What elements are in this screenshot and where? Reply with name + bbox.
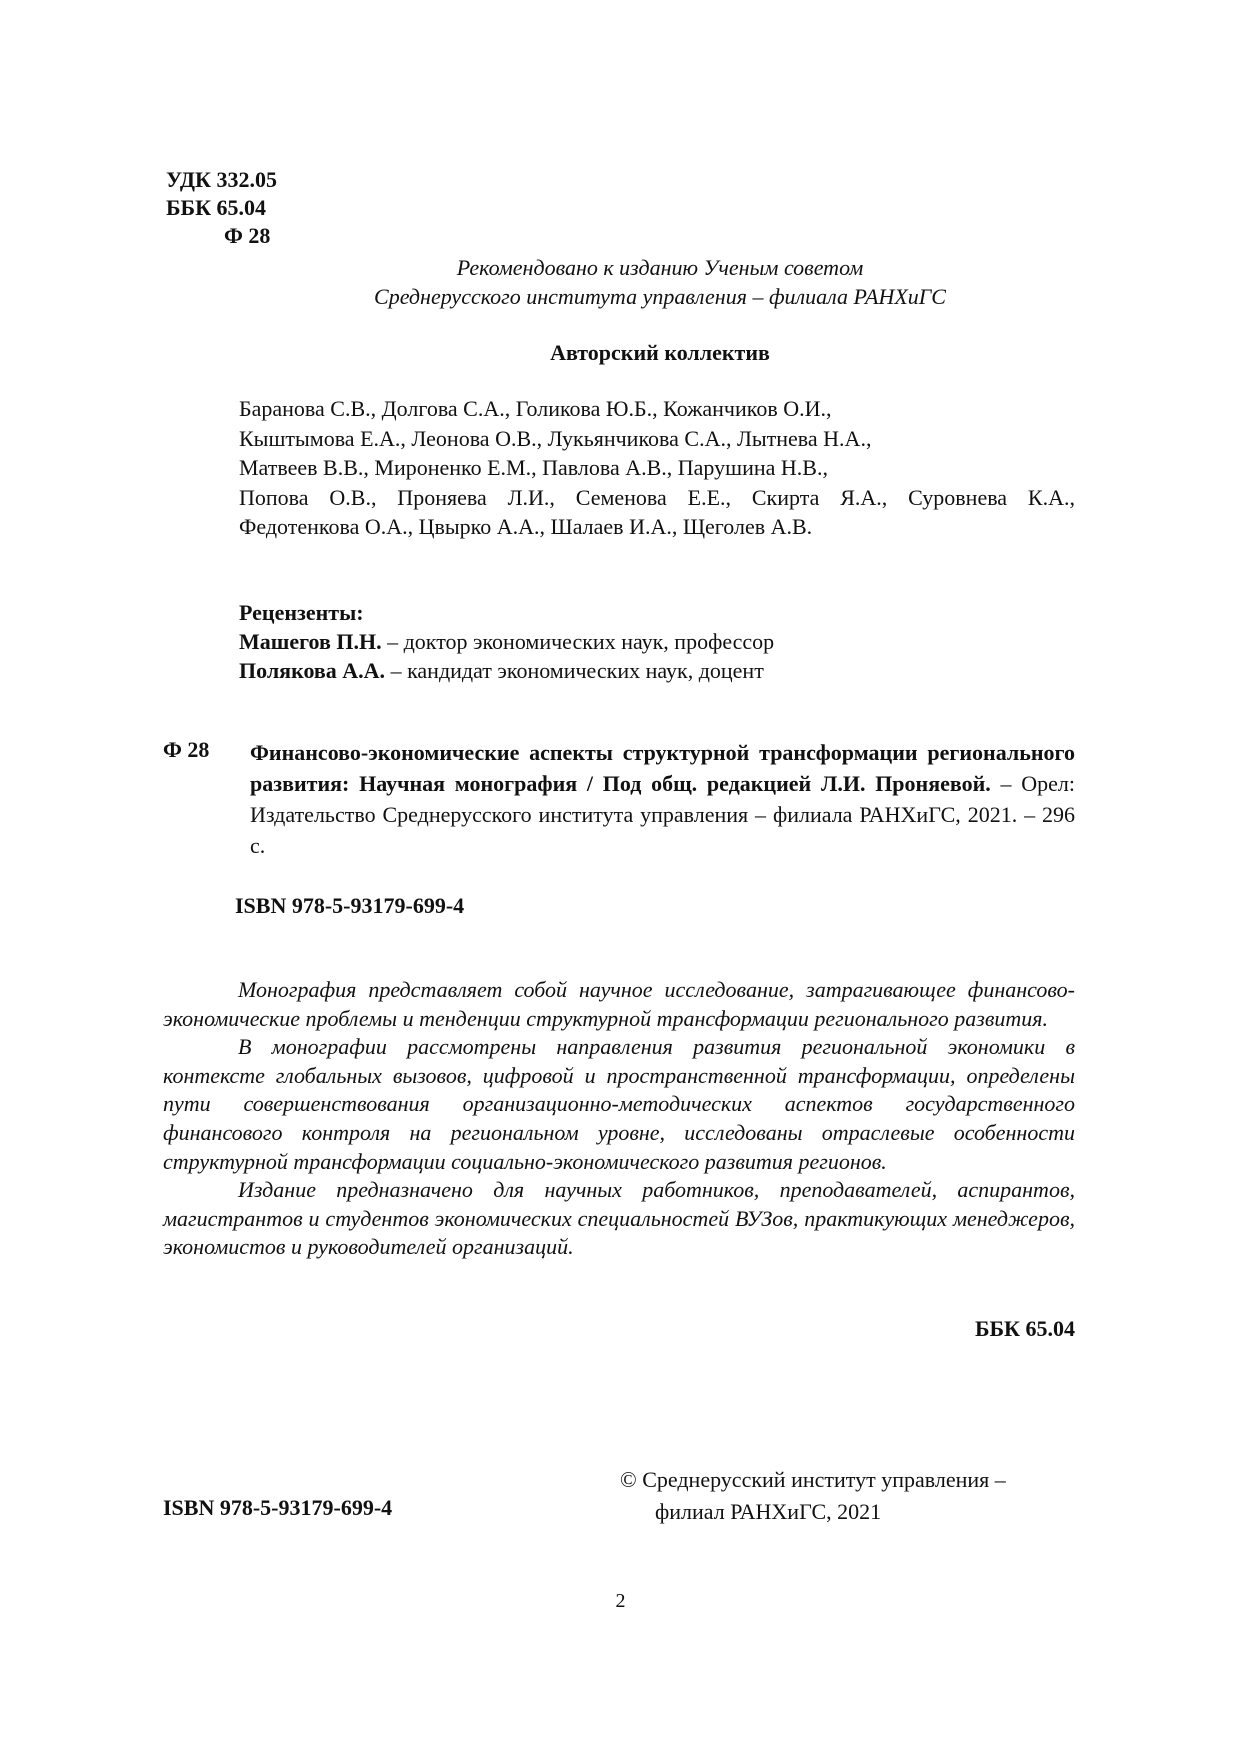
authors-list xyxy=(239,394,1075,542)
reviewers-block xyxy=(239,598,774,685)
isbn-bottom: ISBN 978-5-93179-699-4 xyxy=(163,1495,393,1520)
authors-line: Матвеев В.В., Мироненко Е.М., Павлова А.В., Парушина Н.В., xyxy=(239,455,828,480)
annotation-bbk: ББК 65.04 xyxy=(974,1316,1075,1341)
authors-heading: Авторский коллектив xyxy=(550,340,770,365)
annotation-paragraph: В монографии рассмотрены направления развития региональной экономики в контексте глобальных вызовов, цифровой и пространственной трансформации, определены пути совершенствования организационно-методических аспектов государственного финансового контроля на региональном уровне, исследованы отраслевые особенности структурной трансформации социально-экономического развития регионов. xyxy=(163,1034,1075,1174)
reviewer-name: Полякова А.А. xyxy=(239,658,386,683)
copyright-line-2: филиал РАНХиГС, 2021 xyxy=(655,1499,882,1524)
annotation-paragraph: Издание предназначено для научных работников, преподавателей, аспирантов, магистрантов и студентов экономических специальностей ВУЗов, практикующих менеджеров, экономистов и руководителей организаций. xyxy=(163,1177,1075,1260)
authors-line: Попова О.В., Проняева Л.И., Семенова Е.Е., Скирта Я.А., Суровнева К.А., xyxy=(239,484,1075,510)
recommendation-line-1: Рекомендовано к изданию Ученым советом xyxy=(456,255,864,280)
isbn-top: ISBN 978-5-93179-699-4 xyxy=(235,893,465,918)
annotation-paragraph: Монография представляет собой научное исследование, затрагивающее финансово-экономические проблемы и тенденции структурной трансформации регионального развития. xyxy=(163,977,1075,1031)
page-number: 2 xyxy=(615,1590,626,1612)
classification-codes xyxy=(166,166,277,250)
copyright-notice xyxy=(620,1464,1006,1528)
authors-line: Кыштымова Е.А., Леонова О.В., Лукьянчикова С.А., Лытнева Н.А., xyxy=(239,425,872,451)
reviewer-desc: – кандидат экономических наук, доцент xyxy=(385,658,764,683)
author-sign: Ф 28 xyxy=(224,223,271,248)
reviewers-heading: Рецензенты: xyxy=(239,600,364,625)
entry-publication-info: – Орел: Издательство Среднерусского института управления – филиала РАНХиГС, 2021. – 296 с. xyxy=(250,771,1076,858)
bibliographic-entry xyxy=(250,737,1075,861)
authors-line: Баранова С.В., Долгова С.А., Голикова Ю.Б., Кожанчиков О.И., xyxy=(239,396,832,421)
recommendation-line-2: Среднерусского института управления – филиала РАНХиГС xyxy=(374,284,946,309)
reviewer-desc: – доктор экономических наук, профессор xyxy=(381,629,775,654)
copyright-line-1: © Среднерусский институт управления – xyxy=(620,1467,1006,1492)
reviewer-item xyxy=(239,656,774,685)
entry-author-sign: Ф 28 xyxy=(163,737,210,762)
bbk-code: ББК 65.04 xyxy=(166,195,267,220)
annotation xyxy=(163,976,1075,1262)
udk-code: УДК 332.05 xyxy=(166,167,278,192)
entry-title: Финансово-экономические аспекты структурной трансформации регионального развития: Научная монография / Под общ. редакцией Л.И. Проняевой. xyxy=(250,740,1075,796)
authors-line: Федотенкова О.А., Цвырко А.А., Шалаев И.А., Щеголев А.В. xyxy=(239,514,813,539)
reviewer-item xyxy=(239,627,774,656)
reviewer-name: Машегов П.Н. xyxy=(239,629,382,654)
recommendation-note xyxy=(300,253,1020,311)
